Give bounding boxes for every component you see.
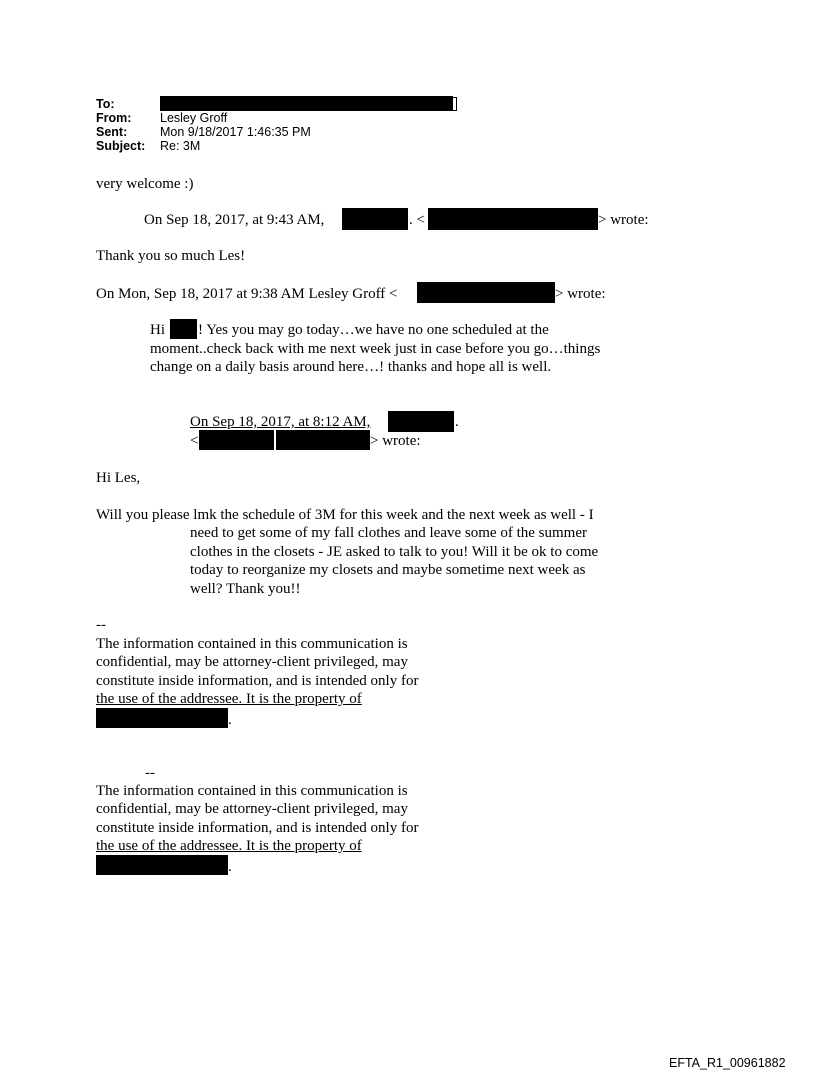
quote1-lt: . <: [409, 212, 425, 228]
disclaimer1-line3: constitute inside information, and is intended only for: [96, 673, 419, 689]
para-line-2: moment..check back with me next week just in case before you go…things: [150, 341, 601, 357]
quote1-wrote: > wrote:: [598, 212, 649, 228]
disclaimer2-line2: confidential, may be attorney-client privileged, may: [96, 801, 408, 817]
redaction-q3-email-b: [276, 430, 370, 450]
redaction-to-bracket: [453, 97, 457, 111]
request-line-2: need to get some of my fall clothes and leave some of the summer: [190, 525, 587, 541]
to-label: To:: [96, 97, 115, 111]
redaction-disclaimer2-company: [96, 855, 228, 875]
quote3-lt: <: [190, 433, 199, 449]
disclaimer2-end: .: [228, 859, 232, 875]
redaction-q3-name: [388, 411, 454, 432]
thanks-text: Thank you so much Les!: [96, 248, 246, 264]
from-value: Lesley Groff: [160, 111, 228, 125]
quote1-intro: On Sep 18, 2017, at 9:43 AM,: [144, 212, 325, 228]
quote3-intro: On Sep 18, 2017, at 8:12 AM,: [190, 414, 371, 430]
from-row: [96, 111, 311, 125]
from-label: From:: [96, 111, 132, 125]
disclaimer1-line4: the use of the addressee. It is the property of: [96, 691, 362, 707]
hi-line: ! Yes you may go today…we have no one scheduled at the: [198, 322, 549, 338]
redaction-disclaimer1-company: [96, 708, 228, 728]
redaction-to: [160, 96, 453, 111]
request-line-1: Will you please lmk the schedule of 3M for this week and the next week as well - I: [96, 507, 594, 523]
request-line-4: today to reorganize my closets and maybe sometime next week as: [190, 562, 586, 578]
disclaimer2-line3: constitute inside information, and is intended only for: [96, 820, 419, 836]
quote2-wrote: > wrote:: [555, 286, 606, 302]
reply-text: very welcome :): [96, 176, 194, 192]
subject-value: Re: 3M: [160, 139, 201, 153]
document-id: EFTA_R1_00961882: [669, 1056, 786, 1070]
redaction-q1-name: [342, 208, 408, 230]
subject-label: Subject:: [96, 139, 146, 153]
quote2-intro: On Mon, Sep 18, 2017 at 9:38 AM Lesley Groff <: [96, 286, 398, 302]
sent-value: Mon 9/18/2017 1:46:35 PM: [160, 125, 311, 139]
disclaimer1-line1: The information contained in this communication is: [96, 636, 408, 652]
sent-label: Sent:: [96, 125, 128, 139]
hi-prefix: Hi: [150, 322, 165, 338]
redaction-q1-email: [428, 208, 598, 230]
disclaimer2-line1: The information contained in this communication is: [96, 783, 408, 799]
greeting-text: Hi Les,: [96, 470, 141, 486]
redaction-hi-name: [170, 319, 197, 339]
disclaimer1-end: .: [228, 712, 232, 728]
quote3-dot: .: [455, 414, 459, 430]
para-line-3: change on a daily basis around here…! thanks and hope all is well.: [150, 359, 552, 375]
request-line-5: well? Thank you!!: [190, 581, 301, 597]
sent-row: [96, 125, 311, 139]
disclaimer2-dash: --: [145, 765, 155, 781]
disclaimer1-line2: confidential, may be attorney-client privileged, may: [96, 654, 408, 670]
request-line-3: clothes in the closets - JE asked to talk to you! Will it be ok to come: [190, 544, 599, 560]
disclaimer2-line4: the use of the addressee. It is the property of: [96, 838, 362, 854]
subject-row: [96, 139, 311, 153]
quote3-wrote: > wrote:: [370, 433, 421, 449]
redaction-q3-email-a: [199, 430, 274, 450]
redaction-q2-email: [417, 282, 555, 303]
disclaimer1-dash: --: [96, 617, 106, 633]
